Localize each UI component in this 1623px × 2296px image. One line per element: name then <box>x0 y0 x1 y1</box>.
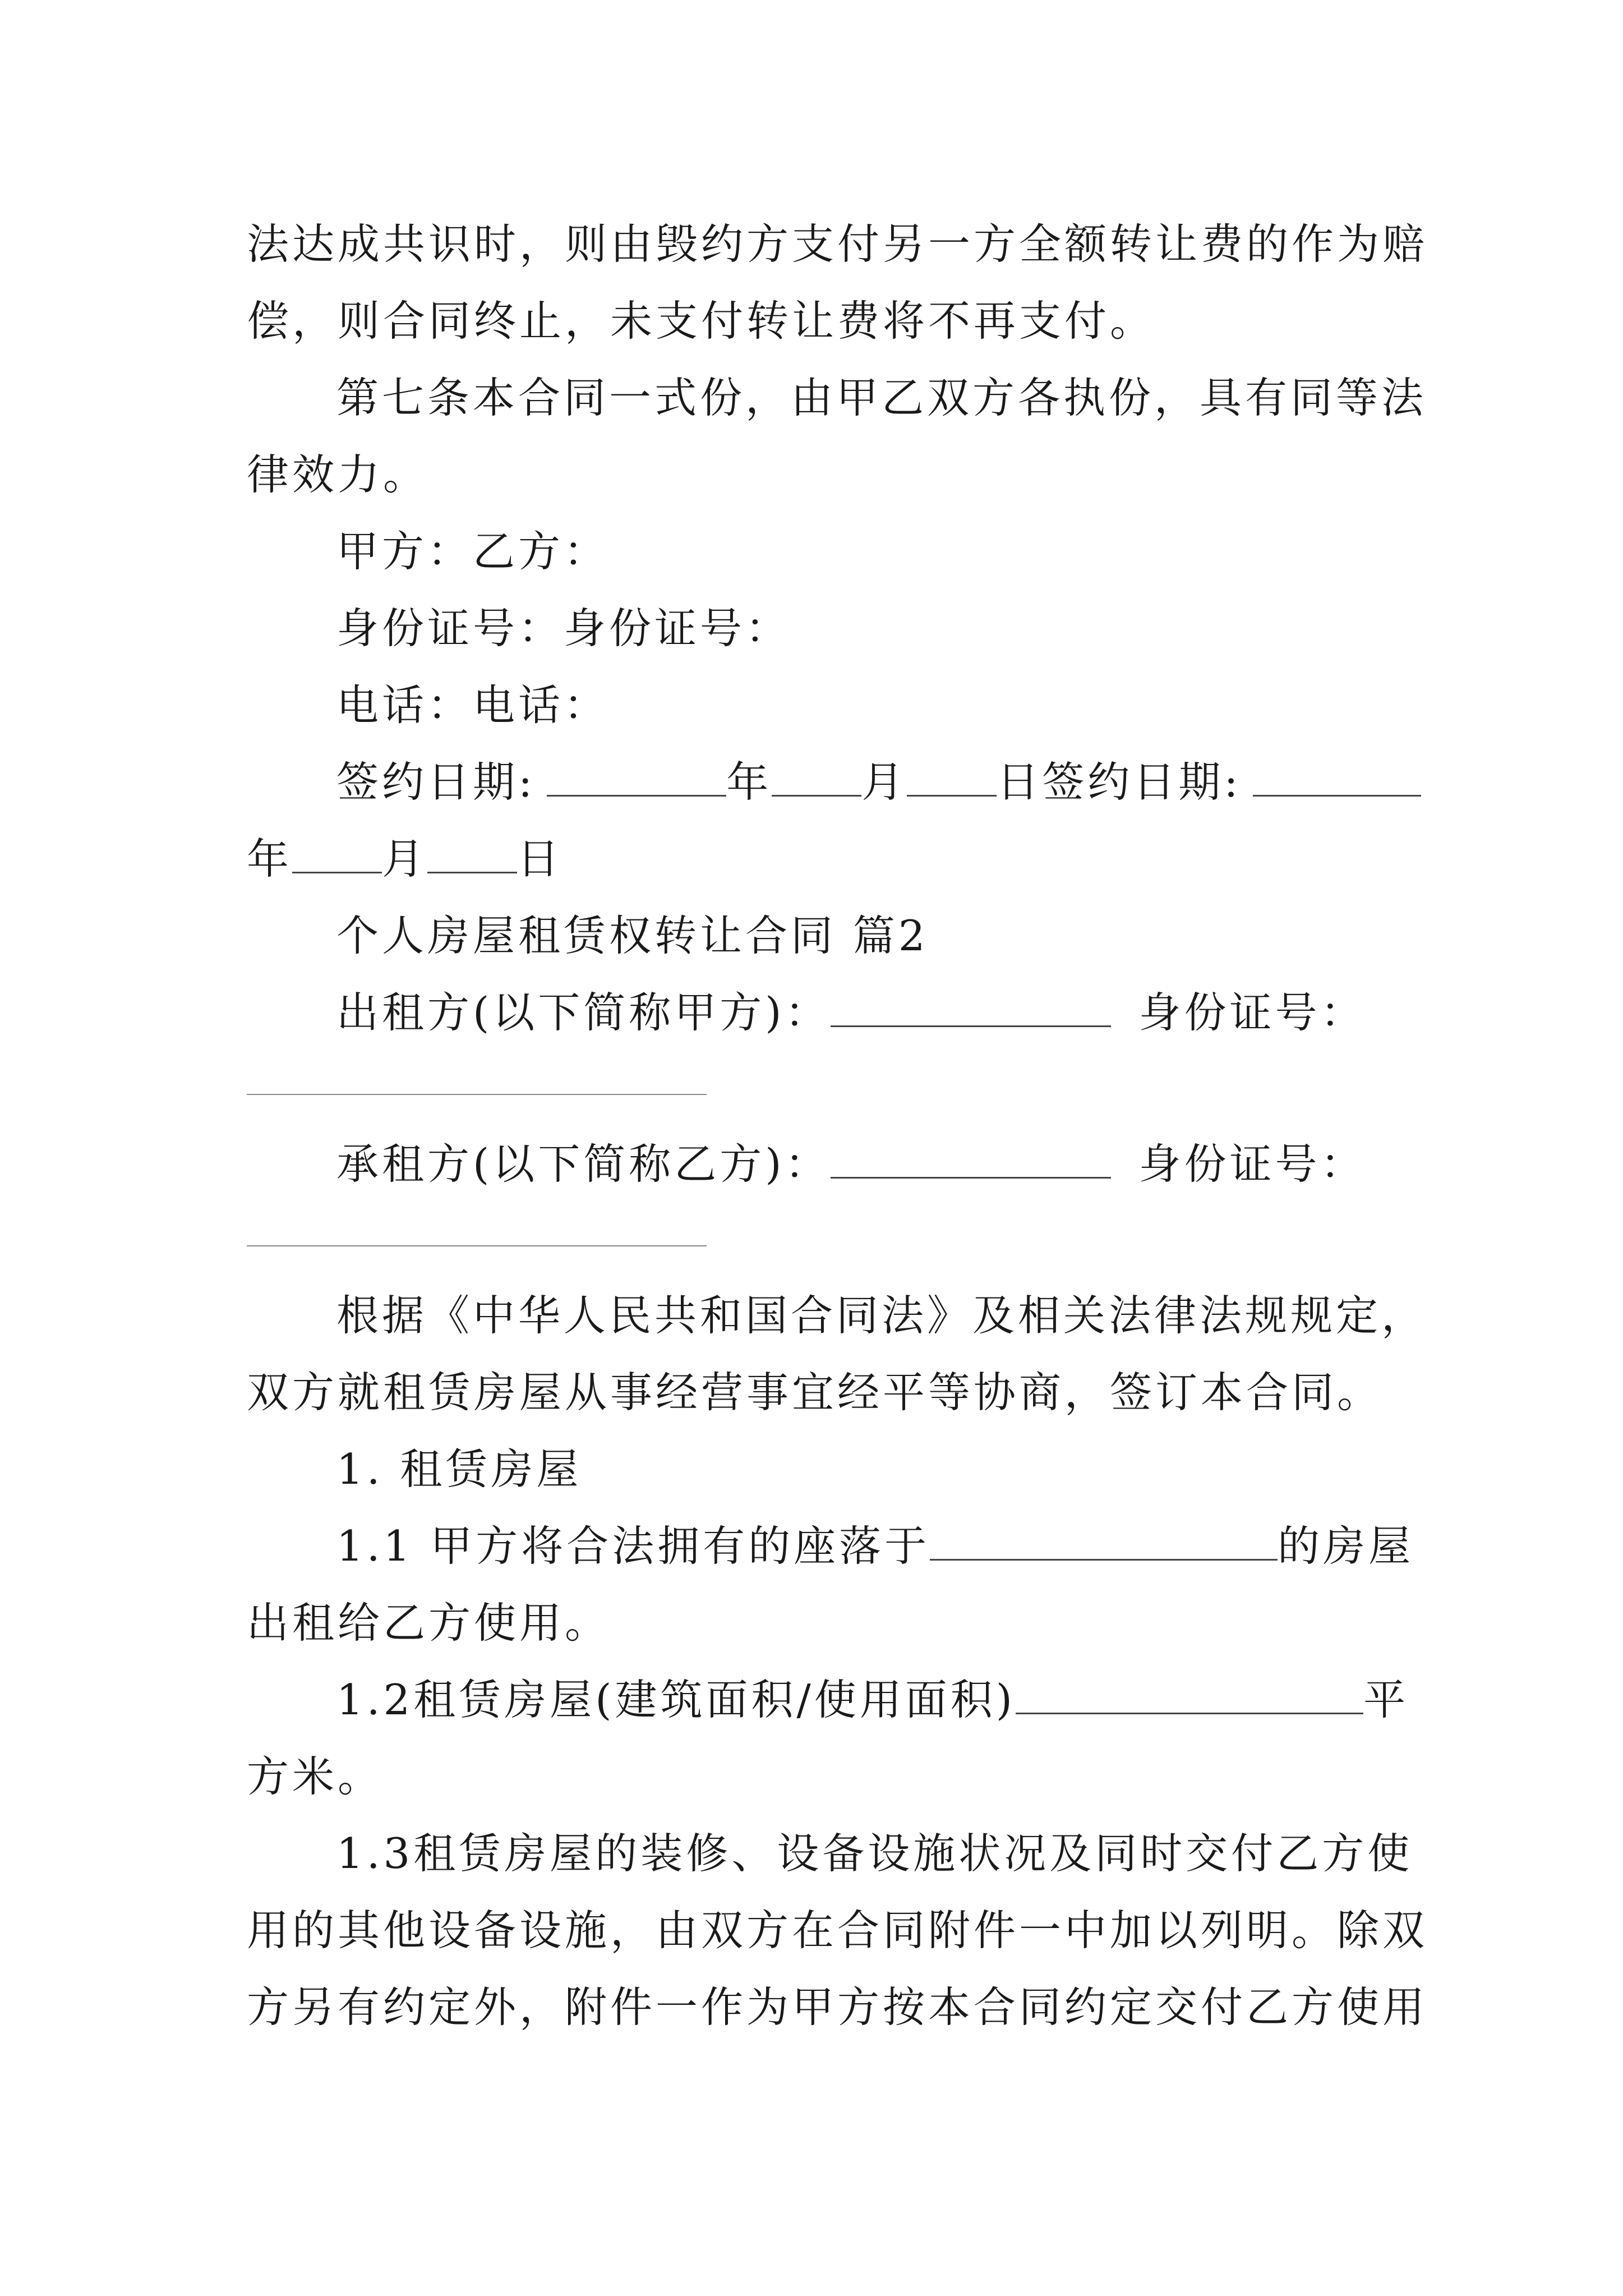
month-blank <box>772 760 861 797</box>
clause-1-3: 1.3租赁房屋的装修、设备设施状况及同时交付乙方使 <box>336 1829 1413 1878</box>
phone-line: 电话：电话： <box>336 680 610 730</box>
signing-date-line <box>336 754 1421 810</box>
lessor-line <box>336 984 1366 1041</box>
lessee-line <box>336 1136 1366 1192</box>
lessee-name-blank <box>831 1142 1111 1179</box>
section-title: 个人房屋租赁权转让合同 篇2 <box>336 911 929 960</box>
id-number-line: 身份证号：身份证号： <box>336 604 791 653</box>
year-label: 年 <box>726 757 772 807</box>
day-label: 日 <box>517 834 563 884</box>
text-line: 方米。 <box>247 1752 384 1801</box>
lessee-id-blank <box>247 1245 707 1246</box>
day-blank <box>907 760 997 797</box>
year-blank <box>547 760 726 797</box>
signing-date-label: 签约日期: <box>336 757 536 807</box>
area-blank <box>1016 1678 1363 1714</box>
lessor-name-blank <box>831 991 1111 1027</box>
id-number-label: 身份证号： <box>1138 1139 1366 1189</box>
lessee-label: 承租方(以下简称乙方)： <box>336 1139 831 1189</box>
party-signature-line: 甲方：乙方： <box>336 527 610 576</box>
clause-1-1 <box>336 1518 1414 1574</box>
text-line: 双方就租赁房屋从事经营事宜经平等协商，签订本合同。 <box>247 1368 1383 1417</box>
clause-1-2-text: 1.2租赁房屋(建筑面积/使用面积) <box>336 1675 1016 1724</box>
month-label: 月 <box>382 834 428 884</box>
clause-1-2-suffix: 平 <box>1363 1675 1409 1724</box>
id-number-label: 身份证号： <box>1138 988 1366 1037</box>
text-line: 用的其他设备设施，由双方在合同附件一中加以列明。除双 <box>247 1906 1428 1955</box>
year-label: 年 <box>247 834 293 884</box>
lessor-id-blank <box>247 1094 707 1095</box>
signing-date-line-continued <box>247 831 562 887</box>
clause-1-2 <box>336 1672 1409 1728</box>
clause-7-text: 第七条本合同一式份，由甲乙双方各执份，具有同等法 <box>336 373 1427 422</box>
clause-1-1-text: 1.1 甲方将合法拥有的座落于 <box>336 1521 930 1571</box>
text-line: 偿，则合同终止，未支付转让费将不再支付。 <box>247 296 1156 346</box>
month-blank <box>292 837 382 873</box>
text-line: 方另有约定外，附件一作为甲方按本合同约定交付乙方使用 <box>247 1982 1428 2032</box>
preamble-text: 根据《中华人民共和国合同法》及相关法律法规规定， <box>336 1291 1427 1340</box>
article-heading: 1. 租赁房屋 <box>336 1444 582 1494</box>
day-blank <box>427 837 517 873</box>
day-signing-date-label: 日签约日期: <box>997 757 1242 807</box>
text-line: 律效力。 <box>247 450 429 499</box>
location-blank <box>930 1524 1278 1561</box>
text-line: 出租给乙方使用。 <box>247 1598 611 1648</box>
year-blank <box>1253 760 1421 797</box>
lessor-label: 出租方(以下简称甲方)： <box>336 988 831 1037</box>
month-label: 月 <box>861 757 907 807</box>
text-line: 法达成共识时，则由毁约方支付另一方全额转让费的作为赔 <box>247 219 1428 269</box>
clause-1-1-suffix: 的房屋 <box>1278 1521 1414 1571</box>
